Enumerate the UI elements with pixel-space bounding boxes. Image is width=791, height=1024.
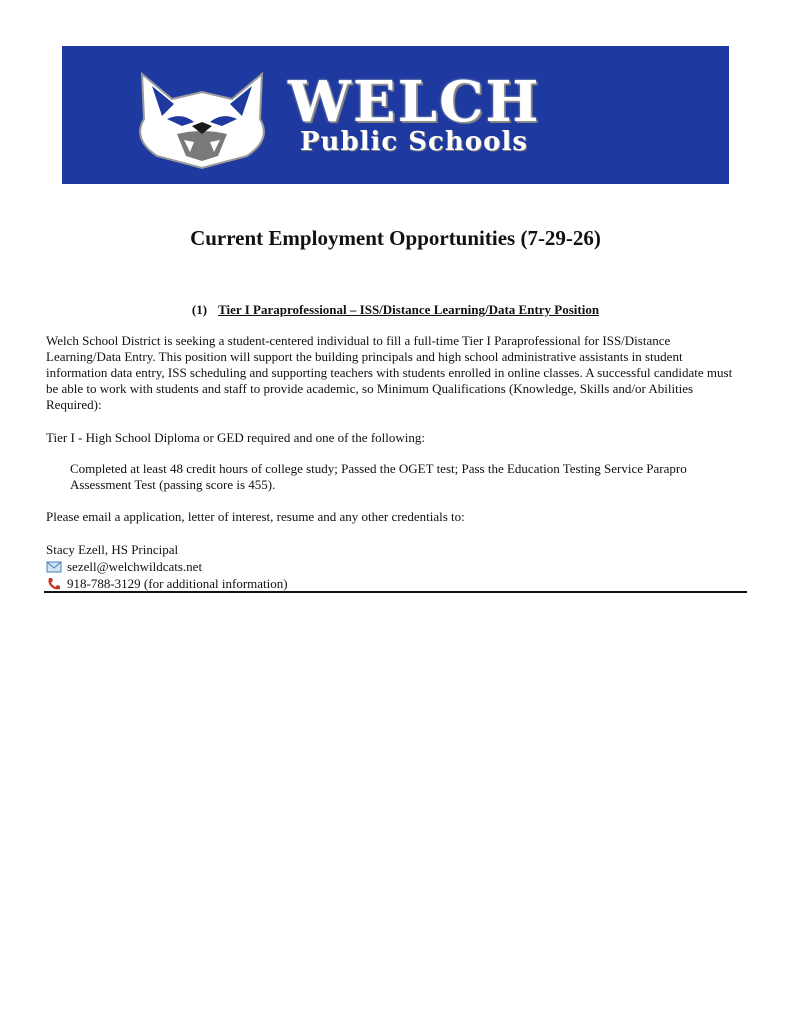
position-number: (1) bbox=[191, 302, 208, 317]
phone-icon bbox=[46, 577, 62, 591]
options-paragraph: Completed at least 48 credit hours of college study; Passed the OGET test; Pass the Education Testing Service Parapro Assessment Test (passing score is 455). bbox=[70, 461, 687, 492]
contact-email[interactable]: sezell@welchwildcats.net bbox=[67, 559, 203, 574]
contact-email-row[interactable] bbox=[46, 558, 288, 575]
contact-phone[interactable]: 918-788-3129 (for additional information) bbox=[67, 576, 288, 591]
intro-paragraph: Welch School District is seeking a student-centered individual to fill a full-time Tier I Paraprofessional for ISS/Distance Learning/Data Entry. This position will support the building principals and high school administrative assistants in student information data entry, ISS scheduling and supporting teachers with students enrolled in online classes. A successful candidate must be able to work with students and staff to provide academic, so Minimum Qualifications (Knowledge, Skills and/or Abilities Required): bbox=[46, 333, 733, 412]
contact-name-row bbox=[46, 541, 288, 558]
divider-rule bbox=[44, 591, 747, 593]
contact-block bbox=[46, 541, 288, 592]
envelope-icon bbox=[46, 560, 62, 574]
position-heading bbox=[0, 302, 791, 318]
logo-subtitle: Public Schools bbox=[300, 127, 528, 157]
wildcat-head-icon bbox=[122, 64, 282, 170]
contact-name: Stacy Ezell, HS Principal bbox=[46, 542, 179, 557]
header-banner bbox=[62, 46, 729, 184]
position-title: Tier I Paraprofessional – ISS/Distance Learning/Data Entry Position bbox=[218, 302, 600, 317]
logo-wordmark: WELCH bbox=[288, 69, 541, 135]
page-title: Current Employment Opportunities (7-29-26) bbox=[190, 226, 601, 250]
apply-paragraph: Please email a application, letter of interest, resume and any other credentials to: bbox=[46, 509, 465, 524]
contact-phone-row[interactable] bbox=[46, 575, 288, 592]
requirement-paragraph: Tier I - High School Diploma or GED required and one of the following: bbox=[46, 430, 425, 445]
